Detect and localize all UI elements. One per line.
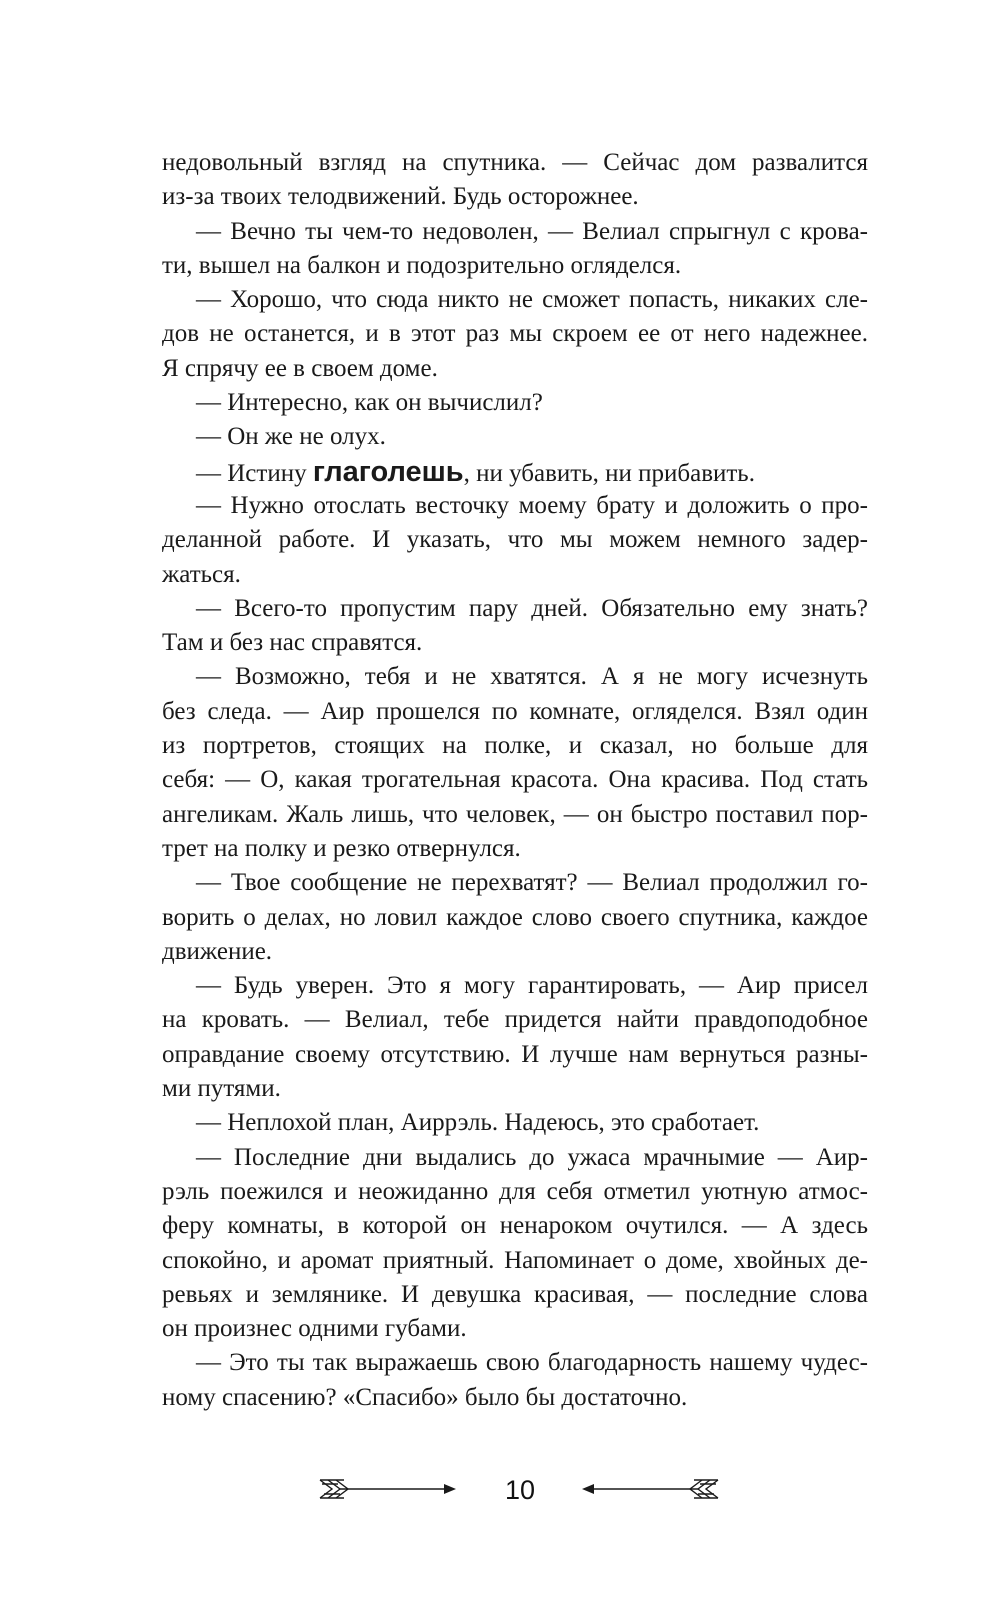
text-line: — Это ты так выражаешь свою благодарность нашему чудес-: [196, 1349, 868, 1377]
text-segment-large: глаголешь: [312, 455, 464, 488]
text-line: ти, вышел на балкон и подозрительно огляделся.: [162, 251, 682, 279]
page-footer: [0, 1470, 1000, 1510]
text-line: недовольный взгляд на спутника. — Сейчас дом развалится: [162, 149, 868, 176]
text-line: — Всего-то пропустим пару дней. Обязательно ему знать?: [196, 594, 868, 622]
text-line: [162, 455, 868, 489]
text-line: — Неплохой план, Аиррэль. Надеюсь, это сработает.: [196, 1109, 760, 1137]
text-line: — Нужно отослать весточку моему брату и доложить о про-: [196, 491, 868, 519]
text-line: дов не останется, и в этот раз мы скроем ее от него надежнее.: [162, 320, 868, 348]
text-line: — Интересно, как он вычислил?: [196, 389, 543, 417]
text-line: ворить о делах, но ловил каждое слово своего спутника, каждое: [162, 903, 868, 931]
text-segment: — Истину: [196, 459, 313, 487]
text-line: Я спрячу ее в своем доме.: [162, 354, 438, 382]
body-text: [162, 146, 868, 1415]
text-line: ному спасению? «Спасибо» было бы достаточно.: [162, 1383, 688, 1411]
text-line: движение.: [162, 937, 273, 965]
text-line: ангеликам. Жаль лишь, что человек, — он быстро поставил пор-: [162, 800, 868, 828]
text-line: ревьях и землянике. И девушка красивая, — последние слова: [162, 1280, 868, 1308]
text-line: — Хорошо, что сюда никто не сможет попасть, никаких сле-: [196, 286, 868, 314]
text-segment: , ни убавить, ни прибавить.: [463, 459, 755, 487]
text-line: без следа. — Аир прошелся по комнате, огляделся. Взял один: [162, 697, 868, 725]
text-line: оправдание своему отсутствию. И лучше нам вернуться разны-: [162, 1040, 868, 1068]
text-line: из портретов, стоящих на полке, и сказал, но больше для: [162, 732, 868, 760]
text-line: рэль поежился и неожиданно для себя отметил уютную атмос-: [162, 1177, 868, 1205]
text-line: Там и без нас справятся.: [162, 629, 423, 657]
text-line: деланной работе. И указать, что мы можем немного задер-: [162, 526, 868, 554]
text-line: жаться.: [162, 560, 241, 588]
text-line: себя: — О, какая трогательная красота. Она красива. Под стать: [162, 766, 868, 794]
text-line: ми путями.: [162, 1075, 281, 1103]
text-line: из-за твоих телодвижений. Будь осторожнее.: [162, 183, 639, 211]
text-line: — Будь уверен. Это я могу гарантировать, — Аир присел: [196, 972, 868, 1000]
arrow-left-icon: [580, 1476, 720, 1502]
text-line: на кровать. — Велиал, тебе придется найти правдоподобное: [162, 1006, 868, 1034]
text-line: феру комнаты, в которой он ненароком очутился. — А здесь: [162, 1212, 868, 1240]
text-line: — Последние дни выдались до ужаса мрачнымие — Аир-: [196, 1143, 868, 1171]
arrow-right-icon: [318, 1476, 458, 1502]
text-line: — Твое сообщение не перехватят? — Велиал продолжил го-: [196, 869, 868, 897]
text-line: — Возможно, тебя и не хватятся. А я не могу исчезнуть: [196, 663, 868, 691]
page-number: 10: [504, 1475, 536, 1505]
text-line: — Вечно ты чем-то недоволен, — Велиал спрыгнул с крова-: [196, 217, 868, 245]
text-line: — Он же не олух.: [196, 423, 386, 451]
text-line: спокойно, и аромат приятный. Напоминает о доме, хвойных де-: [162, 1246, 868, 1274]
text-line: он произнес одними губами.: [162, 1315, 467, 1343]
text-line: трет на полку и резко отвернулся.: [162, 834, 521, 862]
